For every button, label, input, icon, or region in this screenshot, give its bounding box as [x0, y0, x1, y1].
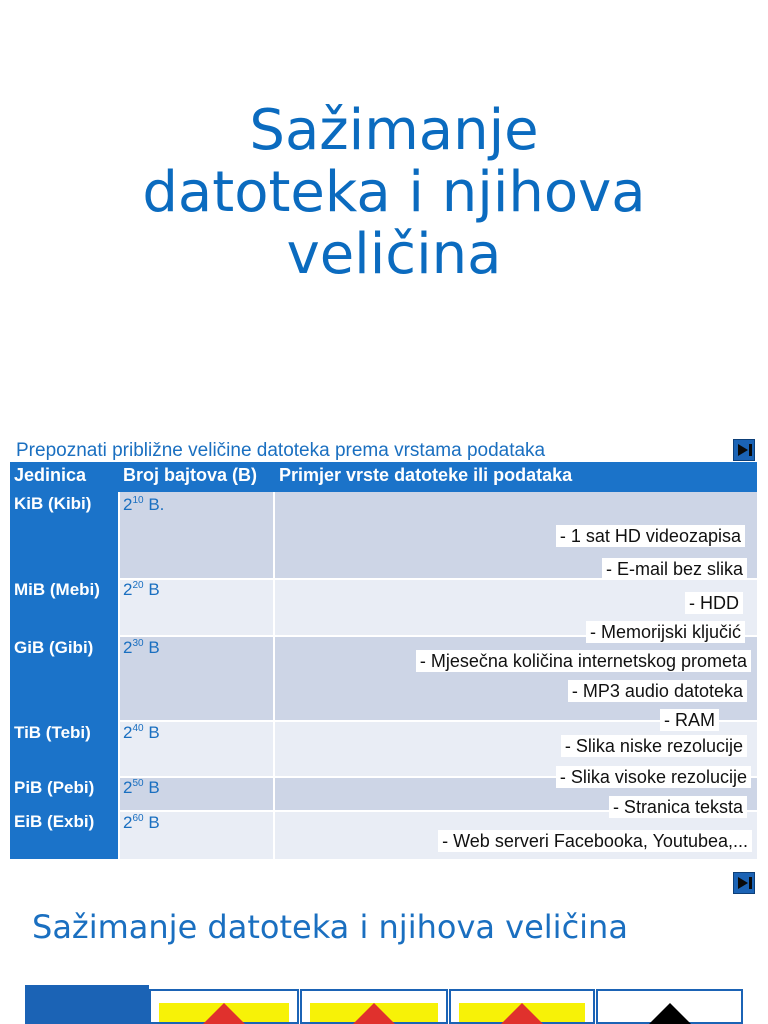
unit-cell: GiB (Gibi): [14, 638, 94, 657]
example-chip[interactable]: - HDD: [685, 592, 743, 614]
example-chip[interactable]: - E-mail bez slika: [602, 558, 747, 580]
example-chip[interactable]: - Mjesečna količina internetskog prometa: [416, 650, 751, 672]
bytes-exponent: 40: [132, 723, 144, 734]
bytes-unit: B: [143, 778, 160, 797]
bytes-exponent: 30: [132, 638, 144, 649]
triangle-icon: [200, 1003, 248, 1024]
column-divider: [118, 492, 120, 859]
bytes-unit: B: [143, 813, 160, 832]
unit-cell: EiB (Exbi): [14, 812, 95, 831]
bytes-unit: B: [143, 723, 160, 742]
slide-title-line: veličina: [286, 222, 502, 287]
example-chip[interactable]: - 1 sat HD videozapisa: [556, 525, 745, 547]
bytes-base: 2: [123, 495, 133, 514]
bytes-cell: [123, 580, 160, 600]
bytes-cell: [123, 723, 160, 743]
example-chip[interactable]: - MP3 audio datoteka: [568, 680, 747, 702]
example-chip[interactable]: - Stranica teksta: [609, 796, 747, 818]
bytes-base: 2: [123, 778, 133, 797]
bytes-base: 2: [123, 723, 133, 742]
example-chip[interactable]: - Slika visoke rezolucije: [556, 766, 751, 788]
tile-fill: [459, 1003, 585, 1022]
unit-column: [10, 492, 119, 859]
example-chip[interactable]: - RAM: [660, 709, 719, 731]
bytes-unit: B: [143, 580, 160, 599]
play-next-icon[interactable]: [733, 439, 755, 461]
bytes-cell: [123, 638, 160, 658]
bytes-exponent: 10: [132, 495, 144, 506]
bytes-base: 2: [123, 813, 133, 832]
unit-cell: PiB (Pebi): [14, 778, 95, 797]
slide-title-line: datoteka i njihova: [142, 160, 646, 225]
bytes-base: 2: [123, 580, 133, 599]
slide-title: [60, 100, 728, 286]
example-chip[interactable]: - Slika niske rezolucije: [561, 735, 747, 757]
tile-fill: [606, 1003, 733, 1022]
image-tile: [300, 989, 448, 1024]
triangle-icon: [498, 1003, 546, 1024]
example-chip[interactable]: - Memorijski ključić: [586, 621, 745, 643]
unit-cell: KiB (Kibi): [14, 494, 92, 513]
tile-fill: [159, 1003, 289, 1022]
unit-cell: MiB (Mebi): [14, 580, 100, 599]
unit-cell: TiB (Tebi): [14, 723, 91, 742]
triangle-icon: [350, 1003, 398, 1024]
triangle-icon: [646, 1003, 694, 1024]
exercise-heading: Prepoznati približne veličine datoteka prema vrstama podataka: [16, 440, 546, 461]
bytes-unit: B: [143, 638, 160, 657]
example-chip[interactable]: - Web serveri Facebooka, Youtubea,...: [438, 830, 752, 852]
bytes-exponent: 60: [132, 813, 144, 824]
bytes-base: 2: [123, 638, 133, 657]
image-tile: [449, 989, 595, 1024]
bytes-unit: B.: [143, 495, 165, 514]
bytes-exponent: 50: [132, 778, 144, 789]
image-tile: [596, 989, 743, 1024]
header-bytes: Broj bajtova (B): [123, 465, 258, 485]
table-header: [10, 462, 757, 492]
bytes-cell: [123, 495, 164, 515]
bytes-cell: [123, 813, 160, 833]
bytes-exponent: 20: [132, 580, 144, 591]
column-divider: [273, 492, 275, 859]
table-row: [119, 636, 757, 720]
image-strip: [25, 985, 743, 1024]
header-unit: Jedinica: [14, 465, 87, 485]
header-example: Primjer vrste datoteke ili podataka: [279, 465, 573, 485]
tile-fill: [310, 1003, 438, 1022]
slide-title: Sažimanje datoteka i njihova veličina: [32, 908, 628, 946]
play-next-icon[interactable]: [733, 872, 755, 894]
slide-title-line: Sažimanje: [249, 98, 539, 163]
strip-block: [25, 985, 149, 1024]
bytes-cell: [123, 778, 160, 798]
image-tile: [149, 989, 299, 1024]
